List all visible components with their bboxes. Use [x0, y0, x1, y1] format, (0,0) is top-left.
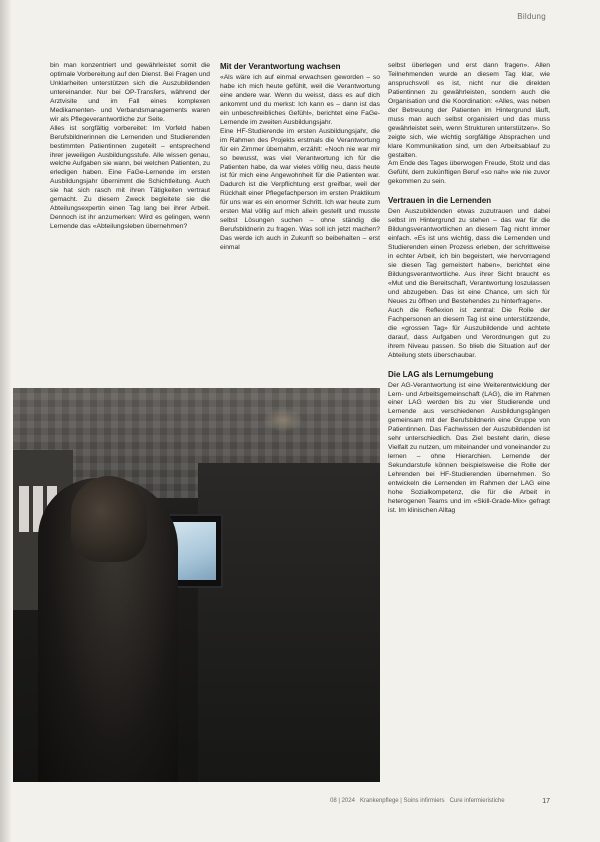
binding-shadow [0, 0, 12, 842]
col3-block-1: Den Auszubildenden etwas zuzutrauen und dabei selbst im Hintergrund zu stehen – das war für die Bildungsverantwortlichen an diesem Tag nicht immer einfach. «Es ist uns wichtig, dass die Lernenden und Studierenden einen Prozess erleben, der schrittweise in echter Arbeit, ich bin begeistert, wie hervorragend sie diesen Tag gemeistert haben», berichtet eine Bildungsverantwortliche. Aus ihrer Sicht braucht es «Mut und die Bereitschaft, Verantwortung loszulassen und abzugeben. Das ist eine Chance, um sich für Neues zu öffnen und Bestehendes zu hinterfragen». [388, 208, 550, 305]
text-column-3 [388, 62, 550, 802]
heading-verantwortung: Mit der Verantwortung wachsen [220, 62, 341, 71]
photo-cabinet [198, 463, 380, 782]
article-photo [13, 388, 380, 782]
col2-paragraph-2: Eine HF-Studierende im ersten Ausbildungsjahr, die im Rahmen des Projekts erstmals die Verantwortung für ein Zimmer übernahm, erzählt: «Noch nie war mir so bewusst, was viel Verantwortung ich für die Patienten habe, da war vieles völlig neu, dass heute ist für mich eine Angewohnheit für die Patienten war. Dadurch ist die Verpflichtung erst greifbar, weil der Rückhalt einer Pflegefachperson im ersten Praktikum für uns war es ein enormer Schritt. Ich war heute zum ersten Mal völlig auf mich allein gestellt und musste selbst Lösungen suchen – ohne ständig die Berufsbildnerin zu fragen. Was soll ich jetzt machen? Das werde ich auch in Zukunft so beibehalten – erst einmal [220, 127, 380, 252]
heading-lag: Die LAG als Lernumgebung [388, 369, 494, 379]
col1-paragraph-1: bin man konzentriert und gewährleistet somit die optimale Vorbereitung auf den Dienst. Bei Fragen und Unklarheiten unterstützen sich die Auszubildenden untereinander. Nur bei OP-Transfers, während der Arztvisite und im Fall eines komplexen Medikamenten- und Verbandsmanagements waren wir als Pflegeverantwortliche zur Seite. [50, 62, 210, 123]
footer-issue: 08 | 2024 [330, 798, 355, 804]
col3-block-1b: Auch die Reflexion ist zentral: Die Rolle der Fachpersonen an diesem Tag ist eine unterstützende, die «grossen Tag» für Auszubildende und achtete darauf, dass Aufgaben und Verordnungen gut zu ihrem Niveau passen. So blieb die Situation auf der Abteilung stets überschaubar. [388, 306, 550, 359]
heading-vertrauen: Vertrauen in die Lernenden [388, 196, 492, 206]
photo-binder [19, 486, 29, 532]
page-footer [330, 798, 550, 804]
footer-title: Krankenpflege | Soins infirmiers [359, 798, 445, 804]
col3-block-2: Der AG-Verantwortung ist eine Weiterentwicklung der Lern- und Arbeitsgemeinschaft (LAG), die im Rahmen einer LAG werden bis zu vier Studierende und Lernende aus verschiedenen Ausbildungsgängen gemeinsam mit der Berufsbildnerin eine Gruppe von Patientinnen. Das Fachwissen der Auszubildenden ist sehr unterschiedlich. Das Ziel besteht darin, diese Vielfalt zu nutzen, um miteinander und voneinander zu lernen – ohne Hierarchien. Lernende der Sekundarstufe können beispielsweise die Rolle der Lehrenden bei HF-Studierenden übernehmen. So entwickeln die Lernenden im Rahmen der LAG eine hohe Sozialkompetenz, die für die Arbeit in heterogenen Teams und im «Skill-Grade-Mix» gefragt ist. Im klinischen Alltag [388, 381, 550, 514]
col1-paragraph-2: Alles ist sorgfältig vorbereitet: Im Vorfeld haben Berufsbildnerinnen die Lernenden und Studierenden bestimmten Patientinnen zugeteilt – entsprechend ihrer jeweiligen Ausbildungsstufe. Alle wissen genau, welche Aufgaben sie wann, bei welchen Patienten, zu erledigen haben. Eine FaGe-Lernende im ersten Ausbildungsjahr übernimmt die Schichtleitung. Auch sie hat sich rasch mit ihren Tätigkeiten vertraut gemacht. Zu diesem Zweck begleitete sie die Abteilungsexpertin einen Tag lang bei ihrer Arbeit. Dennoch ist ihr anzumerken: Wird es gelingen, wenn Lernende das «Abteilungsleben übernehmen? [50, 124, 210, 231]
page-number: 17 [542, 798, 550, 805]
text-column-1 [50, 62, 210, 362]
col2-paragraph-1: «Als wäre ich auf einmal erwachsen geworden – so habe ich mich heute gefühlt, weil die Verantwortung eine andere war. Wenn du weisst, dass es auf dich ankommt und du merkst: Ich kann es – dann ist das ein unbeschreibliches Gefühl», berichtet eine FaGe-Lernende im zweiten Ausbildungsjahr. [220, 74, 380, 126]
col3-intro-2: Am Ende des Tages überwogen Freude, Stolz und das Gefühl, dem zukünftigen Beruf «so nah» wie nie zuvor gekommen zu sein. [388, 160, 550, 186]
photo-person-head [71, 476, 147, 562]
section-tag: Bildung [517, 12, 546, 21]
text-column-2 [220, 62, 380, 358]
photo-light [263, 408, 303, 432]
footer-subtitle: Cure infermieristiche [449, 798, 505, 804]
col3-intro: selbst überlegen und erst dann fragen». Allen Teilnehmenden wurde an diesem Tag klar, wie anspruchsvoll es ist, nicht nur die direkten Patientinnen zu gewährleisten, sondern auch die Organisation und die Koordination: «Alles, was neben der Betreuung der Patienten im Hintergrund läuft, muss man auch selbst organisiert und das muss gewährleistet sein, wenn Strukturen unterstützen». So zeigte sich, wie wichtig sorgfältige Absprachen und klare Kommunikation sind, um den Arbeitsablauf zu gestalten. [388, 62, 550, 159]
